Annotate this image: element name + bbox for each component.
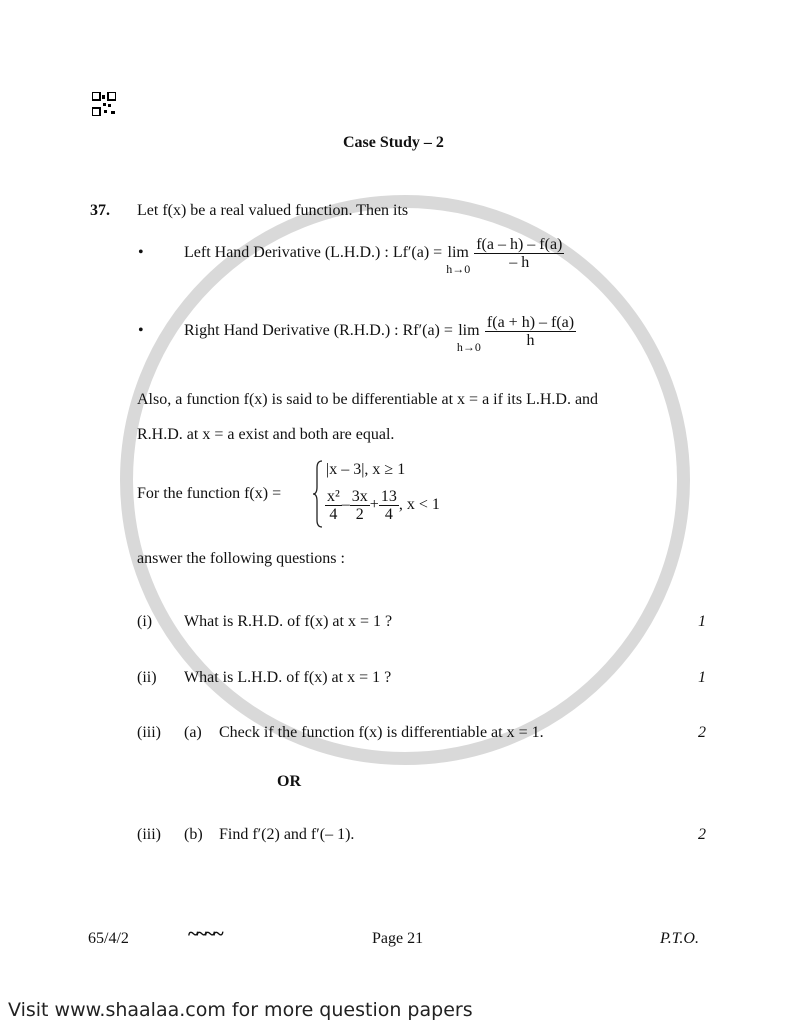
- lim: lim: [447, 244, 469, 261]
- brace: [312, 460, 324, 528]
- question-i-marks: 1: [698, 613, 706, 630]
- function-case-2: [325, 488, 440, 523]
- denominator: h: [526, 332, 535, 349]
- question-iii-b-number: (iii): [137, 826, 161, 843]
- footer-page-number: Page 21: [372, 930, 424, 947]
- lim-sub: h→0: [456, 340, 481, 354]
- lim: lim: [458, 322, 480, 339]
- question-iii-a-text: Check if the function f(x) is differentiable at x = 1.: [219, 724, 544, 741]
- paragraph-line-2: R.H.D. at x = a exist and both are equal.: [137, 426, 395, 443]
- question-ii-marks: 1: [698, 669, 706, 686]
- numerator: f(a + h) – f(a): [486, 314, 575, 331]
- lhd-definition: • Left Hand Derivative (L.H.D.) : Lf′(a) = lim h→0 $\frac{f(a - h) - f(a)}{- h}$: [138, 236, 563, 276]
- operator: –: [341, 496, 350, 514]
- function-case-1: |x – 3|, x ≥ 1: [326, 461, 406, 478]
- rhd-definition: • Right Hand Derivative (R.H.D.) : Rf′(a) = lim h→0 $\frac{f(a + h) - f(a)}{h}$: [138, 314, 575, 354]
- denominator: – h: [509, 254, 530, 271]
- answer-prompt: answer the following questions :: [137, 550, 345, 567]
- question-i-text: What is R.H.D. of f(x) at x = 1 ?: [184, 613, 393, 630]
- paragraph-line-1: Also, a function f(x) is said to be differentiable at x = a if its L.H.D. and: [137, 391, 599, 408]
- rhd-label: Right Hand Derivative (R.H.D.) : Rf′(a) =: [184, 322, 453, 339]
- question-iii-b-marks: 2: [698, 826, 706, 843]
- denominator: 4: [329, 506, 338, 523]
- question-number: 37.: [90, 202, 110, 219]
- question-ii-number: (ii): [137, 669, 157, 686]
- footer-squiggle: ~~~~: [188, 923, 222, 945]
- operator: +: [369, 496, 379, 514]
- question-iii-a-sub: (a): [184, 724, 202, 741]
- denominator: 4: [384, 506, 393, 523]
- question-iii-b-text: Find f′(2) and f′(– 1).: [219, 826, 355, 843]
- question-ii-text: What is L.H.D. of f(x) at x = 1 ?: [184, 669, 392, 686]
- numerator: x²: [327, 488, 340, 505]
- condition: , x < 1: [398, 496, 440, 514]
- lhd-label: Left Hand Derivative (L.H.D.) : Lf′(a) =: [184, 244, 443, 261]
- numerator: 3x: [351, 488, 368, 505]
- qr-code-icon: [92, 92, 116, 116]
- footer-code: 65/4/2: [88, 930, 129, 947]
- question-iii-a-number: (iii): [137, 724, 161, 741]
- question-i-number: (i): [137, 613, 153, 630]
- question-iii-b-sub: (b): [184, 826, 203, 843]
- numerator: f(a – h) – f(a): [476, 236, 563, 253]
- section-heading: Case Study – 2: [343, 134, 444, 151]
- numerator: 13: [380, 488, 397, 505]
- function-label: For the function f(x) =: [137, 485, 282, 502]
- or-separator: OR: [277, 773, 301, 790]
- denominator: 2: [355, 506, 364, 523]
- shaalaa-banner-link[interactable]: Visit www.shaalaa.com for more question papers: [8, 999, 473, 1021]
- lim-sub: h→0: [446, 262, 471, 276]
- question-intro: Let f(x) be a real valued function. Then its: [137, 202, 409, 219]
- footer-pto: P.T.O.: [660, 930, 699, 947]
- question-iii-a-marks: 2: [698, 724, 706, 741]
